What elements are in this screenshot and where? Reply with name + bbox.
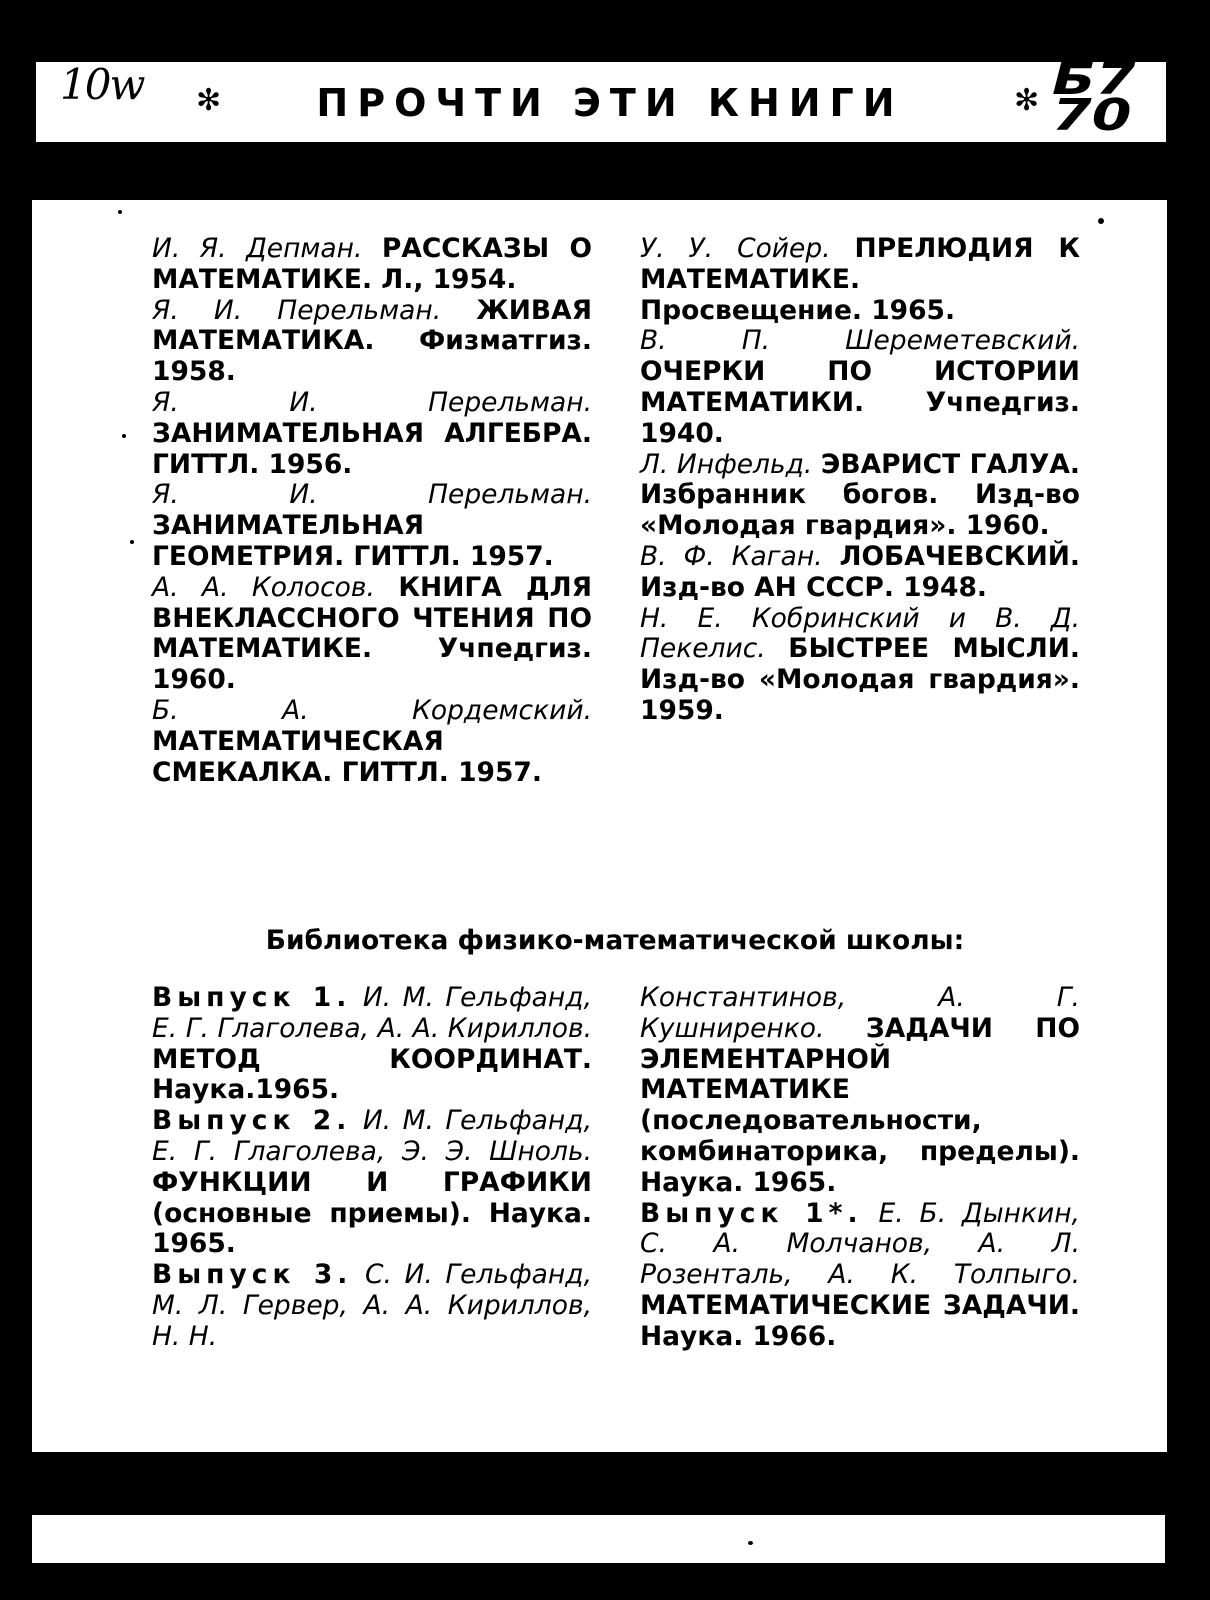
book-author: Я. И. Перельман.: [152, 479, 592, 511]
book-entry: [152, 234, 592, 296]
issue-number: Выпуск 1.: [152, 982, 352, 1013]
book-author: И. Я. Депман.: [152, 233, 363, 264]
book-author: Н. Е. Кобринский и В. Д. Пекелис.: [640, 602, 1080, 665]
book-entry: [640, 604, 1080, 727]
library-entry: [152, 1106, 592, 1260]
book-author: Константинов, А. Г. Кушниренко.: [640, 982, 1080, 1044]
book-title: ЗАНИМАТЕЛЬНАЯ ГЕОМЕТРИЯ. ГИТТЛ. 1957.: [152, 510, 554, 572]
book-entry: [152, 480, 592, 572]
book-entry: [640, 234, 1080, 326]
bottom-strip: [32, 1515, 1165, 1563]
book-entry: [152, 573, 592, 696]
book-title: ЖИВАЯ МАТЕМАТИКА. Физматгиз. 1958.: [152, 294, 592, 388]
book-author: В. П. Шереметевский.: [640, 325, 1080, 357]
book-title: ЗАНИМАТЕЛЬНАЯ АЛГЕБРА. ГИТТЛ. 1956.: [152, 417, 592, 480]
book-list-left: [152, 234, 592, 788]
page-title: ПРОЧТИ ЭТИ КНИГИ: [316, 81, 904, 125]
library-list-left: [152, 983, 592, 1353]
book-title: КНИГА ДЛЯ ВНЕКЛАССНОГО ЧТЕНИЯ ПО МАТЕМАТИКЕ. Учпедгиз. 1960.: [152, 571, 593, 696]
issue-number: Выпуск 2.: [152, 1105, 352, 1137]
book-entry: [152, 388, 592, 480]
book-author: И. М. Гельфанд, Е. Г. Глаголева, А. А. Кириллов.: [152, 982, 592, 1044]
book-author: Я. И. Перельман.: [152, 386, 592, 418]
library-entry: [152, 983, 592, 1106]
book-title: ФУНКЦИИ И ГРАФИКИ (основные приемы). Наука. 1965.: [152, 1166, 592, 1260]
book-title: ЭВАРИСТ ГАЛУА. Избранник богов. Изд-во «Молодая гвардия». 1960.: [640, 448, 1080, 542]
scan-speck: [1098, 218, 1104, 224]
library-entry: [640, 1199, 1080, 1353]
book-title: МЕТОД КООРДИНАТ. Наука.1965.: [152, 1043, 592, 1106]
book-author: С. И. Гельфанд, М. Л. Гервер, А. А. Кириллов, Н. Н.: [152, 1259, 592, 1352]
scan-speck: [122, 434, 126, 438]
book-title: МАТЕМАТИЧЕСКАЯ СМЕКАЛКА. ГИТТЛ. 1957.: [152, 725, 542, 788]
book-title: ПРЕЛЮДИЯ К МАТЕМАТИКЕ. Просвещение. 1965.: [640, 233, 1080, 326]
corner-mark: Б7 70: [1052, 54, 1136, 141]
star-ornament-left-icon: ✻: [196, 83, 222, 118]
book-author: В. Ф. Каган.: [640, 540, 823, 572]
scan-speck: [130, 540, 134, 544]
book-entry: [152, 696, 592, 788]
book-title: ОЧЕРКИ ПО ИСТОРИИ МАТЕМАТИКИ. Учпедгиз. 1940.: [640, 356, 1080, 449]
book-author: Б. А. Кордемский.: [152, 694, 592, 726]
scan-speck: [118, 210, 122, 214]
book-entry: [640, 450, 1080, 542]
scan-speck: [748, 1541, 753, 1545]
library-heading: Библиотека физико-математической школы:: [265, 925, 965, 956]
handwritten-mark: 10w: [60, 60, 144, 109]
book-entry: [640, 542, 1080, 604]
book-list-right: [640, 234, 1080, 727]
book-author: Л. Инфельд.: [640, 448, 813, 480]
book-title: РАССКАЗЫ О МАТЕМАТИКЕ. Л., 1954.: [152, 233, 592, 295]
book-author: Я. И. Перельман.: [152, 294, 442, 326]
book-author: Е. Б. Дынкин, С. А. Молчанов, А. Л. Розенталь, А. К. Толпыго.: [640, 1197, 1080, 1291]
issue-number: Выпуск 3.: [152, 1259, 353, 1291]
book-title: ЛОБАЧЕВСКИЙ. Изд-во АН СССР. 1948.: [640, 540, 1080, 603]
library-entry: [152, 1260, 592, 1352]
book-author: И. М. Гельфанд, Е. Г. Глаголева, Э. Э. Шноль.: [152, 1105, 592, 1167]
book-entry: [640, 326, 1080, 449]
book-title: МАТЕМАТИЧЕСКИЕ ЗАДАЧИ. Наука. 1966.: [640, 1289, 1080, 1352]
book-author: У. У. Сойер.: [640, 233, 831, 264]
book-author: А. А. Колосов.: [152, 571, 375, 603]
book-title: БЫСТРЕЕ МЫСЛИ. Изд-во «Молодая гвардия». 1959.: [640, 633, 1080, 726]
book-title: ЗАДАЧИ ПО ЭЛЕМЕНТАРНОЙ МАТЕМАТИКЕ (последовательности, комбинаторика, пределы). Наука. 1965.: [640, 1012, 1080, 1198]
star-ornament-right-icon: ✻: [1014, 83, 1040, 118]
book-entry: [152, 296, 592, 388]
library-list-right: [640, 983, 1080, 1353]
issue-number: Выпуск 1*.: [640, 1197, 863, 1229]
library-entry: [640, 983, 1080, 1199]
